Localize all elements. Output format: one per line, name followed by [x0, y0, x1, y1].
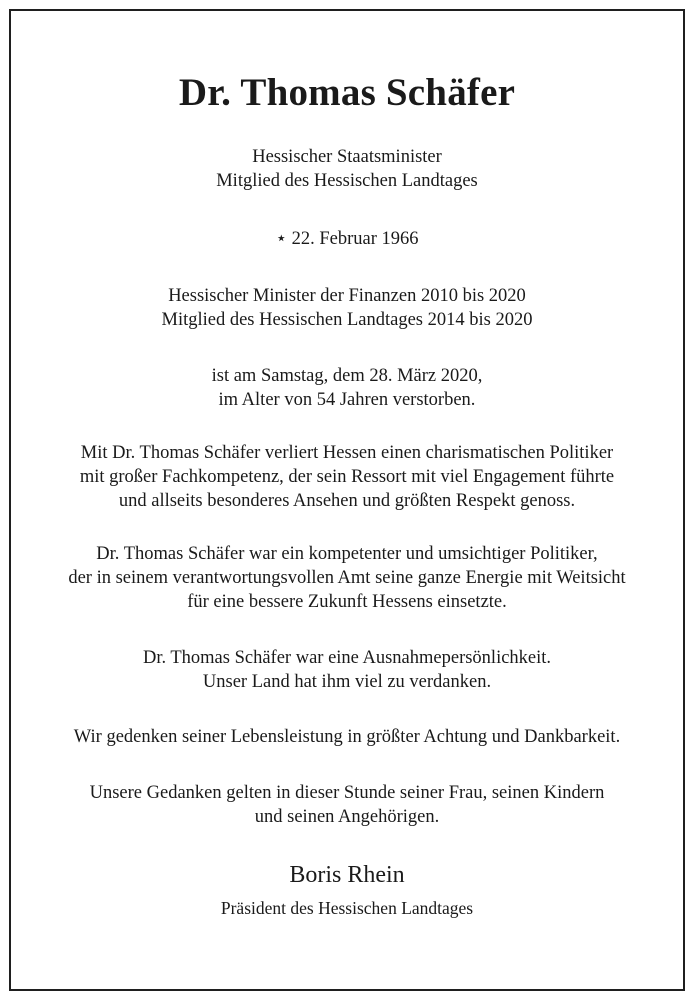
tribute-line: mit großer Fachkompetenz, der sein Ressort mit viel Engagement führte	[79, 467, 615, 487]
office-line: Hessischer Minister der Finanzen 2010 bis 2020	[168, 286, 526, 306]
death-line: ist am Samstag, dem 28. März 2020,	[211, 366, 483, 386]
tribute-line: Mit Dr. Thomas Schäfer verliert Hessen einen charismatischen Politiker	[80, 443, 614, 463]
tribute-line: Dr. Thomas Schäfer war ein kompetenter und umsichtiger Politiker,	[96, 544, 598, 564]
signer-name: Boris Rhein	[289, 862, 405, 888]
titles-block	[20, 145, 674, 193]
condolence-paragraph	[20, 781, 674, 829]
tribute-line: für eine bessere Zukunft Hessens einsetzte.	[187, 592, 507, 612]
tribute-paragraph-4	[20, 725, 674, 749]
tribute-line: und allseits besonderes Ansehen und größten Respekt genoss.	[118, 491, 576, 511]
birth-line: ⋆ 22. Februar 1966	[275, 229, 419, 249]
office-line: Mitglied des Hessischen Landtages 2014 bis 2020	[161, 310, 533, 330]
tribute-line: der in seinem verantwortungsvollen Amt seine ganze Energie mit Weitsicht	[68, 568, 626, 588]
title-line: Mitglied des Hessischen Landtages	[216, 171, 478, 191]
signer-role: Präsident des Hessischen Landtages	[220, 898, 474, 918]
tribute-line: Unser Land hat ihm viel zu verdanken.	[202, 672, 492, 692]
death-block	[20, 364, 674, 412]
tribute-line: Dr. Thomas Schäfer war eine Ausnahmepersönlichkeit.	[142, 648, 552, 668]
tribute-line: Wir gedenken seiner Lebensleistung in größter Achtung und Dankbarkeit.	[73, 727, 621, 747]
deceased-name: Dr. Thomas Schäfer	[178, 71, 516, 114]
tribute-paragraph-1	[20, 441, 674, 513]
offices-block	[20, 284, 674, 332]
condolence-line: und seinen Angehörigen.	[254, 807, 440, 827]
title-line: Hessischer Staatsminister	[252, 147, 442, 167]
birth-date	[20, 227, 674, 251]
condolence-line: Unsere Gedanken gelten in dieser Stunde seiner Frau, seinen Kindern	[89, 783, 605, 803]
tribute-paragraph-3	[20, 646, 674, 694]
death-line: im Alter von 54 Jahren verstorben.	[218, 390, 476, 410]
tribute-paragraph-2	[20, 542, 674, 614]
